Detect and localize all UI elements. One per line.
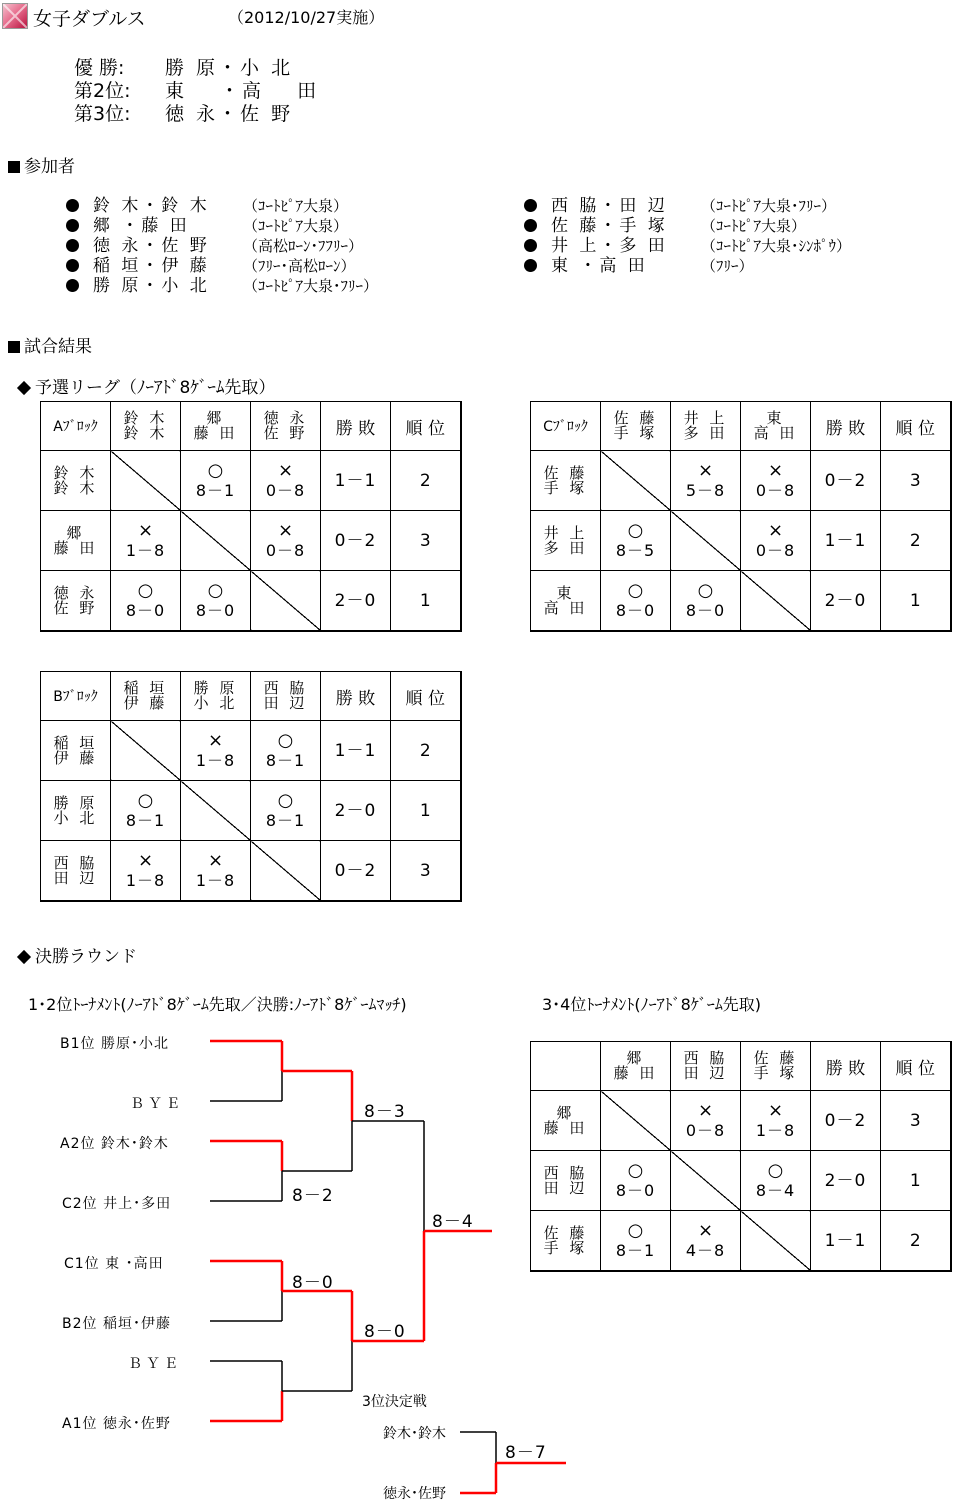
pair-names: 鈴 木・鈴 木 [93, 196, 210, 216]
result-mark: ○ [277, 729, 294, 751]
team-name: 郷 [556, 1103, 575, 1122]
win-loss: 0－2 [811, 451, 881, 511]
win-loss: 1－1 [321, 451, 391, 511]
win-loss: 0－2 [321, 841, 391, 902]
participants-heading: 参加者 [8, 152, 75, 177]
team-name: 佐 野 [263, 424, 308, 442]
rank: 1 [391, 571, 461, 632]
rank-header: 順 位 [881, 1042, 951, 1091]
award-names: 東 ・高 田 [165, 80, 320, 102]
team-header [671, 1042, 741, 1091]
team-header [741, 1042, 811, 1091]
award-names: 徳 永・佐 野 [165, 103, 294, 125]
result-mark: × [697, 459, 714, 481]
result-mark: ○ [277, 789, 294, 811]
club-name: （ﾌﾘｰ･高松ﾛｰﾝ） [243, 257, 356, 275]
match-result [741, 1151, 811, 1211]
win-loss: 0－2 [321, 511, 391, 571]
match-result [251, 511, 321, 571]
match-result [181, 841, 251, 902]
award-names: 勝 原・小 北 [165, 57, 294, 79]
bracket-entry: C2位 井上･多田 [62, 1196, 172, 1212]
win-loss: 1－1 [811, 1211, 881, 1272]
match-result [601, 571, 671, 632]
team-row-name [41, 571, 111, 632]
result-score: 5－8 [685, 480, 726, 500]
team-row-name [531, 571, 601, 632]
third-place-label: 3位決定戦 [362, 1394, 427, 1410]
team-name: 東 [556, 583, 575, 602]
match-result [111, 781, 181, 841]
rank: 2 [391, 451, 461, 511]
bracket-entry: ＢＹＥ [130, 1096, 184, 1112]
team-name: 徳 永 [263, 409, 308, 427]
team-header [181, 402, 251, 451]
team-name: 藤 田 [543, 1118, 588, 1137]
match-result [251, 781, 321, 841]
team-header [601, 402, 671, 451]
rank: 2 [881, 1211, 951, 1272]
club-name: （高松ﾛｰﾝ･ﾌﾌﾘｰ） [243, 237, 364, 255]
diagonal-cell [181, 781, 251, 841]
team-name: 徳 永 [53, 583, 98, 602]
result-score: 1－8 [125, 870, 166, 890]
match-result [601, 511, 671, 571]
match-result [741, 1091, 811, 1151]
team-name: 手 塚 [543, 1238, 588, 1257]
award-label: 優 勝: [74, 57, 125, 79]
result-score: 1－8 [125, 540, 166, 560]
team-name: 田 辺 [543, 1178, 588, 1197]
team-name: 田 辺 [683, 1064, 728, 1082]
win-loss: 0－2 [811, 1091, 881, 1151]
win-loss-header: 勝 敗 [321, 672, 391, 721]
award-label: 第2位: [74, 80, 131, 102]
bracket-score: 8－3 [364, 1102, 406, 1122]
bracket-score: 8－0 [292, 1273, 334, 1293]
team-name: 勝 原 [193, 679, 238, 697]
rank: 1 [391, 781, 461, 841]
win-loss: 2－0 [321, 571, 391, 632]
participant-entry [66, 271, 378, 296]
rank: 3 [391, 841, 461, 902]
team-name: 小 北 [193, 694, 238, 712]
page-title: 女子ダブルス [33, 8, 146, 30]
result-mark: ○ [137, 789, 154, 811]
team-name: 鈴 木 [53, 478, 98, 497]
team-name: 西 脇 [543, 1163, 588, 1182]
bullet-icon [524, 259, 537, 272]
result-mark: × [207, 849, 224, 871]
result-mark: × [767, 519, 784, 541]
result-score: 0－8 [265, 540, 306, 560]
result-score: 8－5 [615, 540, 656, 560]
participant-entry [524, 251, 754, 276]
match-result [671, 451, 741, 511]
win-loss-header: 勝 敗 [811, 402, 881, 451]
rank: 3 [881, 451, 951, 511]
team-name: 藤 田 [613, 1064, 658, 1082]
result-mark: ○ [207, 579, 224, 601]
result-score: 8－1 [195, 480, 236, 500]
result-score: 0－8 [685, 1120, 726, 1140]
rank: 1 [881, 571, 951, 632]
win-loss: 2－0 [811, 571, 881, 632]
final-heading: 決勝ラウンド [16, 942, 137, 967]
bracket-entry: B1位 勝原･小北 [60, 1036, 169, 1052]
bracket-entry: A1位 徳永･佐野 [62, 1416, 171, 1432]
club-name: （ｺｰﾄﾋﾟｱ大泉） [701, 217, 807, 235]
diagonal-cell [181, 511, 251, 571]
team-name: 佐 藤 [543, 1223, 588, 1242]
team-name: 伊 藤 [53, 748, 98, 767]
third-place-score: 8－7 [505, 1443, 547, 1463]
team-header [251, 402, 321, 451]
match-result [181, 451, 251, 511]
match-result [181, 571, 251, 632]
rank: 1 [881, 1151, 951, 1211]
award-label: 第3位: [74, 103, 131, 125]
team-name: 東 [766, 409, 785, 427]
pair-names: 稲 垣・伊 藤 [93, 256, 210, 276]
bracket-score: 8－4 [432, 1212, 474, 1232]
match-result [111, 511, 181, 571]
match-result [671, 1211, 741, 1272]
result-mark: × [697, 1219, 714, 1241]
club-name: （ｺｰﾄﾋﾟｱ大泉･ｼﾝﾎﾟｳ） [701, 237, 852, 255]
team-name: 西 脇 [263, 679, 308, 697]
team-name: 佐 藤 [613, 409, 658, 427]
team-name: 多 田 [683, 424, 728, 442]
result-mark: × [767, 459, 784, 481]
win-loss-header: 勝 敗 [811, 1042, 881, 1091]
match-result [111, 841, 181, 902]
prelim-heading: 予選リーグ（ﾉｰｱﾄﾞ8ｹﾞｰﾑ先取） [16, 373, 275, 398]
rank-header: 順 位 [391, 672, 461, 721]
diagonal-cell [601, 451, 671, 511]
tournament-caption-34: 3･4位ﾄｰﾅﾒﾝﾄ(ﾉｰｱﾄﾞ8ｹﾞｰﾑ先取) [542, 995, 762, 1014]
rank: 2 [391, 721, 461, 781]
result-score: 8－1 [265, 810, 306, 830]
team-name: 田 辺 [53, 868, 98, 887]
match-result [741, 511, 811, 571]
team-name: 田 辺 [263, 694, 308, 712]
result-mark: ○ [767, 1159, 784, 1181]
bracket-score: 8－2 [292, 1186, 334, 1206]
tournament-caption-12: 1･2位ﾄｰﾅﾒﾝﾄ(ﾉｰｱﾄﾞ8ｹﾞｰﾑ先取／決勝:ﾉｰｱﾄﾞ8ｹﾞｰﾑﾏｯﾁ) [28, 995, 407, 1014]
team-row-name [41, 721, 111, 781]
match-result [741, 451, 811, 511]
diagonal-cell [671, 1151, 741, 1211]
third-place-entry: 鈴木･鈴木 [383, 1426, 446, 1442]
bracket-entry: C1位 東 ･高田 [64, 1256, 164, 1272]
result-score: 8－0 [685, 600, 726, 620]
match-result [181, 721, 251, 781]
result-mark: ○ [627, 1159, 644, 1181]
team-name: 藤 田 [193, 424, 238, 442]
result-mark: × [137, 519, 154, 541]
rank: 3 [881, 1091, 951, 1151]
team-header [111, 402, 181, 451]
bracket-entry: B2位 稲垣･伊藤 [62, 1316, 171, 1332]
result-score: 8－0 [615, 600, 656, 620]
team-name: 多 田 [543, 538, 588, 557]
diagonal-cell [111, 451, 181, 511]
match-result [111, 571, 181, 632]
bracket-entry: A2位 鈴木･鈴木 [60, 1136, 169, 1152]
result-mark: ○ [627, 579, 644, 601]
league-table [40, 401, 462, 632]
win-loss: 1－1 [321, 721, 391, 781]
team-name: 郷 [626, 1049, 645, 1067]
result-mark: ○ [137, 579, 154, 601]
team-name: 郷 [66, 523, 85, 542]
pair-names: 勝 原・小 北 [93, 276, 210, 296]
team-name: 西 脇 [683, 1049, 728, 1067]
win-loss: 2－0 [321, 781, 391, 841]
result-score: 0－8 [265, 480, 306, 500]
pair-names: 東 ・高 田 [551, 256, 648, 276]
team-row-name [41, 781, 111, 841]
bracket-entry: ＢＹＥ [128, 1356, 182, 1372]
team-name: 小 北 [53, 808, 98, 827]
club-name: （ｺｰﾄﾋﾟｱ大泉） [243, 217, 349, 235]
team-name: 西 脇 [53, 853, 98, 872]
team-header [111, 672, 181, 721]
result-score: 1－8 [195, 750, 236, 770]
result-score: 1－8 [195, 870, 236, 890]
diagonal-cell [251, 571, 321, 632]
team-row-name [531, 511, 601, 571]
match-result [251, 721, 321, 781]
rank-header: 順 位 [881, 402, 951, 451]
team-name: 手 塚 [613, 424, 658, 442]
pair-names: 郷 ・藤 田 [93, 216, 190, 236]
team-header [251, 672, 321, 721]
team-row-name [531, 451, 601, 511]
diagonal-cell [251, 841, 321, 902]
result-mark: × [277, 459, 294, 481]
team-name: 鈴 木 [123, 409, 168, 427]
logo-icon [2, 3, 28, 29]
result-mark: ○ [627, 519, 644, 541]
team-name: 伊 藤 [123, 694, 168, 712]
rank: 2 [881, 511, 951, 571]
team-name: 鈴 木 [123, 424, 168, 442]
result-score: 8－4 [755, 1180, 796, 1200]
diagonal-cell [111, 721, 181, 781]
result-mark: × [697, 1099, 714, 1121]
team-name: 勝 原 [53, 793, 98, 812]
result-score: 8－0 [615, 1180, 656, 1200]
event-date: （2012/10/27実施） [228, 8, 385, 27]
team-name: 郷 [206, 409, 225, 427]
pair-names: 徳 永・佐 野 [93, 236, 210, 256]
team-row-name [41, 841, 111, 902]
team-name: 佐 藤 [753, 1049, 798, 1067]
third-place-entry: 徳永･佐野 [383, 1486, 446, 1502]
team-name: 高 田 [543, 598, 588, 617]
diagonal-cell [741, 571, 811, 632]
team-name: 藤 田 [53, 538, 98, 557]
result-score: 1－8 [755, 1120, 796, 1140]
team-header [671, 402, 741, 451]
rank: 3 [391, 511, 461, 571]
result-score: 4－8 [685, 1240, 726, 1260]
result-mark: ○ [697, 579, 714, 601]
team-name: 鈴 木 [53, 463, 98, 482]
diagonal-cell [741, 1211, 811, 1272]
results-heading: 試合結果 [8, 332, 92, 357]
league-table [40, 671, 462, 902]
league-table [530, 401, 952, 632]
team-name: 稲 垣 [53, 733, 98, 752]
result-score: 0－8 [755, 540, 796, 560]
block-label: Aﾌﾞﾛｯｸ [41, 402, 111, 451]
pair-names: 井 上・多 田 [551, 236, 668, 256]
team-name: 稲 垣 [123, 679, 168, 697]
team-name: 佐 野 [53, 598, 98, 617]
team-name: 井 上 [683, 409, 728, 427]
result-score: 8－0 [125, 600, 166, 620]
diagonal-cell [671, 511, 741, 571]
bracket-score: 8－0 [364, 1322, 406, 1342]
team-name: 佐 藤 [543, 463, 588, 482]
match-result [671, 1091, 741, 1151]
result-score: 0－8 [755, 480, 796, 500]
bullet-icon [66, 279, 79, 292]
result-mark: × [207, 729, 224, 751]
result-score: 8－1 [615, 1240, 656, 1260]
result-mark: × [277, 519, 294, 541]
result-mark: × [137, 849, 154, 871]
match-result [671, 571, 741, 632]
match-result [251, 451, 321, 511]
team-name: 手 塚 [543, 478, 588, 497]
win-loss-header: 勝 敗 [321, 402, 391, 451]
club-name: （ｺｰﾄﾋﾟｱ大泉） [243, 197, 349, 215]
team-name: 井 上 [543, 523, 588, 542]
block-label: Cﾌﾞﾛｯｸ [531, 402, 601, 451]
club-name: （ﾌﾘｰ） [701, 257, 754, 275]
result-score: 8－1 [265, 750, 306, 770]
team-name: 高 田 [753, 424, 798, 442]
result-mark: ○ [627, 1219, 644, 1241]
result-score: 8－0 [195, 600, 236, 620]
pair-names: 西 脇・田 辺 [551, 196, 668, 216]
club-name: （ｺｰﾄﾋﾟｱ大泉･ﾌﾘｰ） [701, 197, 837, 215]
rank-header: 順 位 [391, 402, 461, 451]
result-score: 8－1 [125, 810, 166, 830]
win-loss: 1－1 [811, 511, 881, 571]
result-mark: ○ [207, 459, 224, 481]
team-name: 手 塚 [753, 1064, 798, 1082]
result-mark: × [767, 1099, 784, 1121]
pair-names: 佐 藤・手 塚 [551, 216, 668, 236]
block-label: Bﾌﾞﾛｯｸ [41, 672, 111, 721]
club-name: （ｺｰﾄﾋﾟｱ大泉･ﾌﾘｰ） [243, 277, 379, 295]
team-header [181, 672, 251, 721]
win-loss: 2－0 [811, 1151, 881, 1211]
team-row-name [41, 511, 111, 571]
team-row-name [41, 451, 111, 511]
team-header [741, 402, 811, 451]
